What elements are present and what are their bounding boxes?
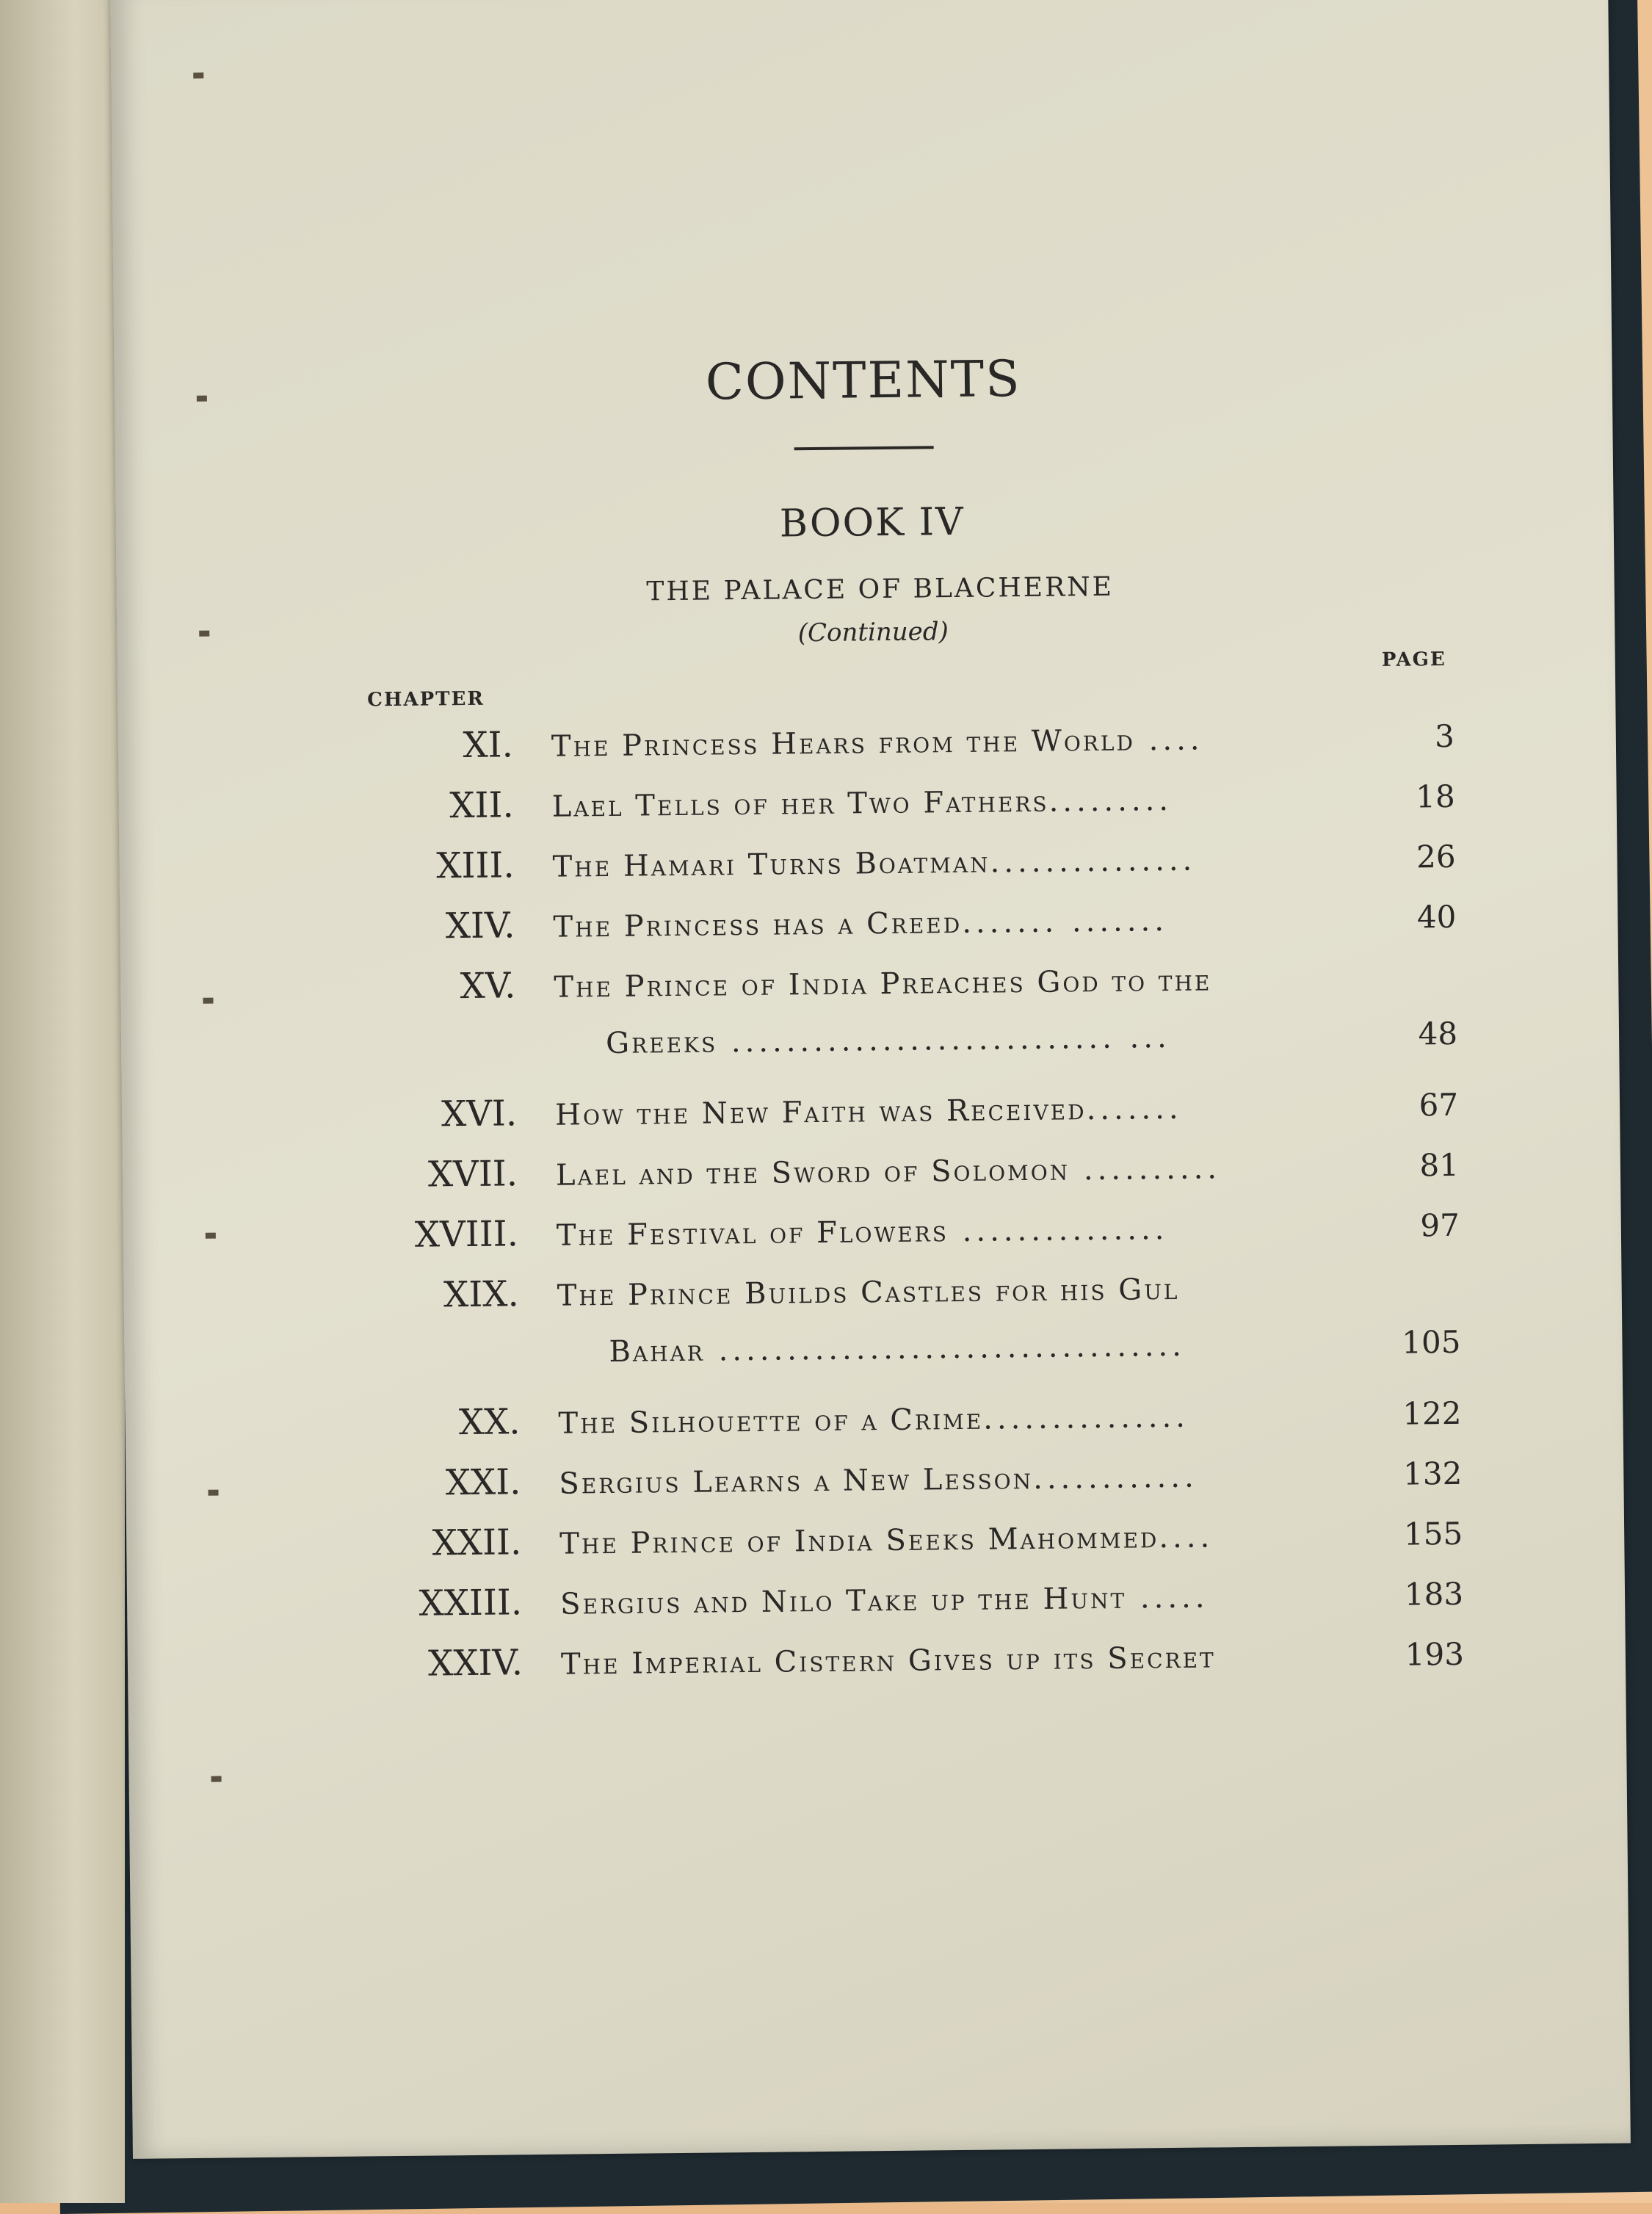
chapter-title bbox=[560, 1579, 1383, 1621]
binding-thread-mark bbox=[206, 1233, 216, 1239]
page-number: 97 bbox=[1379, 1207, 1460, 1244]
chapter-title-text: The Princess has a Creed bbox=[553, 906, 962, 944]
chapter-number: XXII. bbox=[317, 1522, 560, 1565]
chapter-number bbox=[312, 1054, 554, 1056]
book-page bbox=[110, 0, 1631, 2159]
page-number: 3 bbox=[1374, 718, 1455, 755]
chapter-title bbox=[551, 721, 1374, 764]
leader-dots: ............................ ... bbox=[717, 1021, 1171, 1059]
chapter-number: XVII. bbox=[314, 1153, 557, 1196]
leader-dots: .................................. bbox=[705, 1329, 1186, 1368]
toc-entry bbox=[312, 1016, 1458, 1095]
leader-dots: ............... bbox=[990, 844, 1196, 880]
leader-dots: ....... ....... bbox=[962, 904, 1168, 940]
chapter-title bbox=[556, 1150, 1378, 1193]
chapter-title bbox=[557, 1327, 1380, 1370]
chapter-title bbox=[557, 1210, 1379, 1253]
chapter-title-text: Lael and the Sword of Solomon bbox=[556, 1153, 1070, 1192]
binding-thread-mark bbox=[199, 631, 209, 637]
chapter-number: XIV. bbox=[311, 905, 554, 948]
chapter-title bbox=[554, 962, 1376, 1005]
binding-thread-mark bbox=[203, 998, 213, 1004]
chapter-title-text: Bahar bbox=[609, 1334, 705, 1369]
leader-dots: .... bbox=[1159, 1520, 1214, 1555]
chapter-number: XIII. bbox=[310, 844, 553, 888]
chapter-number: XXIII. bbox=[318, 1582, 561, 1625]
toc-entry bbox=[319, 1632, 1465, 1704]
chapter-number: XXI. bbox=[316, 1461, 559, 1505]
chapter-title bbox=[552, 781, 1374, 824]
chapter-title bbox=[553, 902, 1375, 944]
leader-dots: ....... bbox=[1086, 1092, 1182, 1126]
chapter-title bbox=[555, 1090, 1377, 1132]
chapter-number bbox=[316, 1362, 558, 1364]
chapter-title bbox=[558, 1398, 1380, 1441]
chapter-number: XI. bbox=[309, 724, 552, 767]
chapter-number: XII. bbox=[309, 784, 552, 828]
binding-thread-mark bbox=[211, 1776, 222, 1782]
toc-list bbox=[309, 715, 1465, 1704]
chapter-title-text: Lael Tells of her Two Fathers bbox=[552, 785, 1049, 824]
leader-dots: ............... bbox=[949, 1212, 1169, 1248]
chapter-title-text: How the New Faith was Received bbox=[555, 1093, 1087, 1132]
page-number: 48 bbox=[1377, 1016, 1458, 1052]
chapter-number: XVI. bbox=[313, 1093, 556, 1136]
left-page-edge bbox=[0, 0, 125, 2203]
page-number: 193 bbox=[1383, 1636, 1465, 1673]
chapter-title-text: The Imperial Cistern Gives up its Secret bbox=[561, 1640, 1216, 1681]
chapter-title-text: Greeks bbox=[606, 1025, 717, 1060]
contents-block bbox=[305, 346, 1464, 1704]
chapter-title bbox=[557, 1270, 1379, 1313]
page-number: 18 bbox=[1374, 778, 1455, 815]
chapter-number: XVIII. bbox=[314, 1213, 557, 1256]
chapter-title-text: The Silhouette of a Crime bbox=[558, 1403, 983, 1441]
leader-dots: ............... bbox=[983, 1400, 1189, 1436]
leader-dots: .......... bbox=[1070, 1151, 1221, 1187]
leader-dots: .... bbox=[1135, 723, 1204, 757]
chapter-number: XXIV. bbox=[319, 1642, 562, 1685]
page-title: CONTENTS bbox=[275, 346, 1451, 416]
page-number: 67 bbox=[1377, 1087, 1459, 1124]
chapter-title-text: The Festival of Flowers bbox=[557, 1215, 949, 1253]
page-number: 122 bbox=[1380, 1395, 1462, 1432]
chapter-title-text: The Prince Builds Castles for his Gul bbox=[557, 1273, 1179, 1313]
page-number: 40 bbox=[1375, 899, 1457, 936]
page-number: 105 bbox=[1380, 1324, 1461, 1361]
page-number bbox=[1380, 1296, 1460, 1297]
page-number: 81 bbox=[1378, 1147, 1460, 1184]
chapter-number: XV. bbox=[311, 965, 554, 1008]
chapter-title bbox=[559, 1519, 1382, 1561]
title-rule bbox=[794, 446, 934, 450]
page-number: 132 bbox=[1381, 1455, 1463, 1492]
binding-thread-mark bbox=[193, 73, 203, 79]
chapter-title-text: The Prince of India Preaches God to the bbox=[554, 963, 1211, 1004]
book-heading: BOOK IV bbox=[299, 495, 1445, 551]
page-number: 155 bbox=[1382, 1516, 1463, 1552]
leader-dots: ......... bbox=[1048, 784, 1173, 819]
column-headings bbox=[308, 648, 1454, 712]
chapter-title bbox=[552, 842, 1374, 884]
page-number: 26 bbox=[1374, 839, 1456, 875]
binding-thread-mark bbox=[197, 396, 207, 402]
chapter-number: XIX. bbox=[314, 1273, 557, 1317]
chapter-title-text: Sergius and Nilo Take up the Hunt bbox=[560, 1582, 1127, 1621]
page-column-heading: PAGE bbox=[1382, 648, 1446, 671]
toc-entry bbox=[315, 1324, 1461, 1403]
leader-dots: ............ bbox=[1033, 1461, 1198, 1496]
chapter-number: XX. bbox=[316, 1401, 559, 1444]
chapter-title-text: The Prince of India Seeks Mahommed bbox=[559, 1521, 1159, 1561]
chapter-title-text: Sergius Learns a New Lesson bbox=[559, 1462, 1033, 1501]
section-title: THE PALACE OF BLACHERNE bbox=[307, 568, 1452, 610]
chapter-title bbox=[559, 1458, 1381, 1501]
binding-thread-mark bbox=[208, 1490, 218, 1496]
chapter-title bbox=[554, 1019, 1377, 1061]
leader-dots: ..... bbox=[1126, 1580, 1209, 1615]
continued-note: (Continued) bbox=[300, 612, 1446, 653]
chapter-title-text: The Princess Hears from the World bbox=[551, 723, 1136, 763]
chapter-title bbox=[561, 1639, 1383, 1682]
chapter-title-text: The Hamari Turns Boatman bbox=[552, 846, 990, 884]
chapter-column-heading: CHAPTER bbox=[367, 688, 485, 712]
page-number: 183 bbox=[1383, 1576, 1464, 1613]
